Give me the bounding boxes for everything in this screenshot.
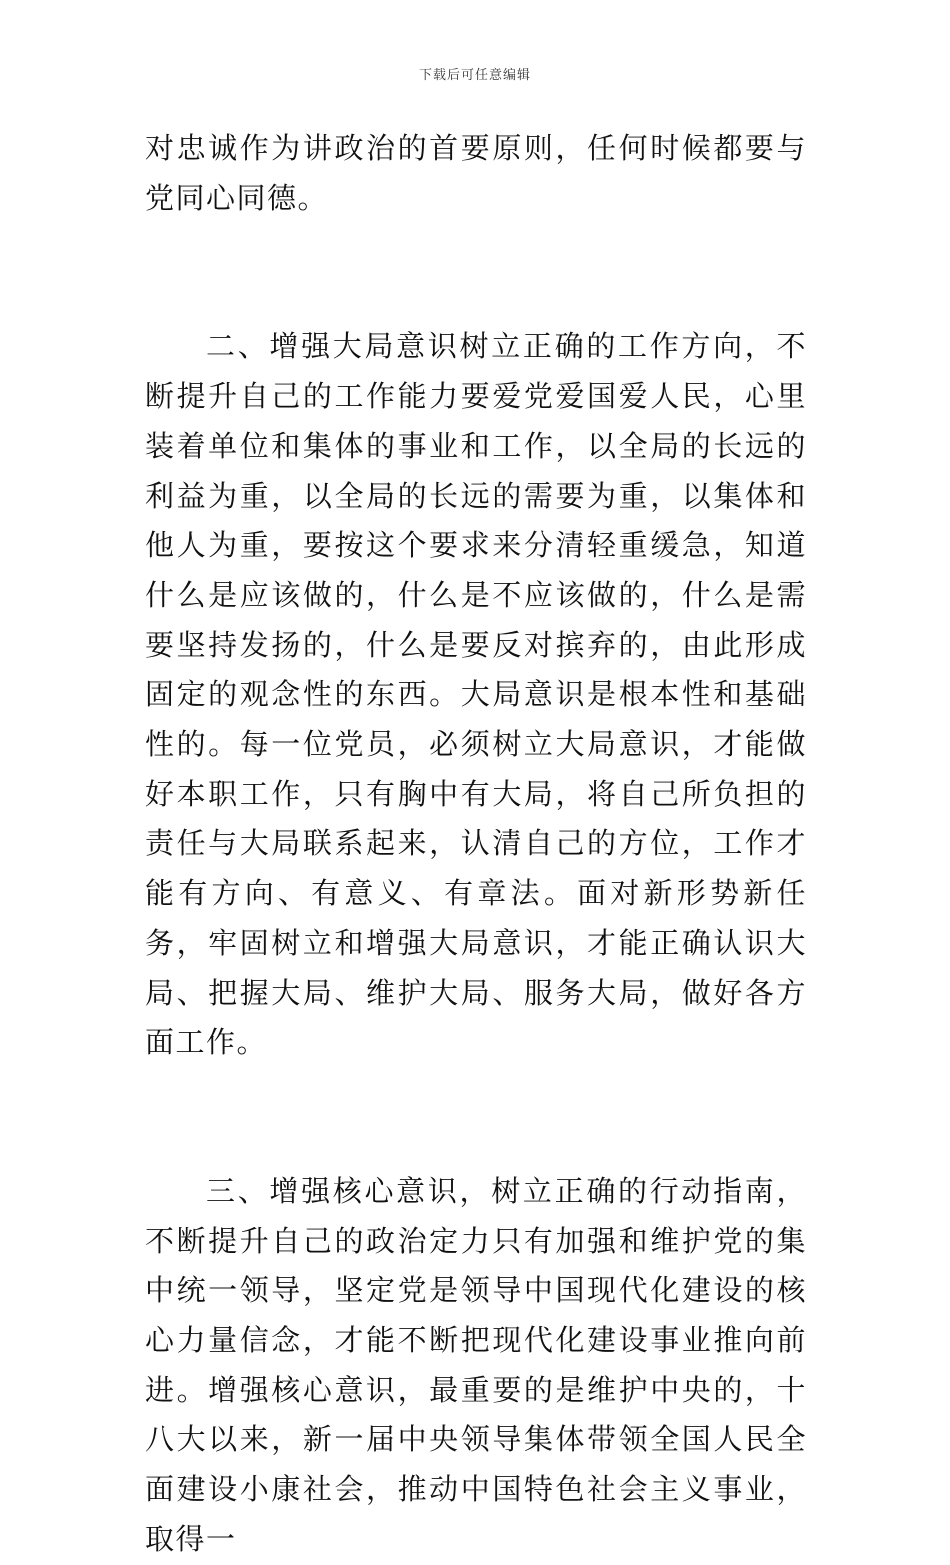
- paragraph-continuation: 对忠诚作为讲政治的首要原则，任何时候都要与党同心同德。: [145, 131, 807, 215]
- paragraph-section-two: 二、增强大局意识树立正确的工作方向，不断提升自己的工作能力要爱党爱国爱人民，心里装着单位和集体的事业和工作，以全局的长远的利益为重，以全局的长远的需要为重，以集体和他人为重，要按这个要求来分清轻重缓急，知道什么是应该做的，什么是不应该做的，什么是需要坚持发扬的，什么是要反对摈弃的，由此形成固定的观念性的东西。大局意识是根本性和基础性的。每一位党员，必须树立大局意识，才能做好本职工作，只有胸中有大局，将自己所负担的责任与大局联系起来，认清自己的方位，工作才能有方向、有意义、有章法。面对新形势新任务，牢固树立和增强大局意识，才能正确认识大局、把握大局、维护大局、服务大局，做好各方面工作。: [145, 329, 807, 1060]
- paragraph-gap: [145, 223, 807, 322]
- paragraph-gap: [145, 1068, 807, 1167]
- paragraph-section-three: 三、增强核心意识，树立正确的行动指南，不断提升自己的政治定力只有加强和维护党的集中统一领导，坚定党是领导中国现代化建设的核心力量信念，才能不断把现代化建设事业推向前进。增强核心意识，最重要的是维护中央的，十八大以来，新一届中央领导集体带领全国人民全面建设小康社会，推动中国特色社会主义事业，取得一: [145, 1173, 807, 1556]
- document-body: [145, 124, 807, 1565]
- page-header: 下载后可任意编辑: [418, 68, 531, 83]
